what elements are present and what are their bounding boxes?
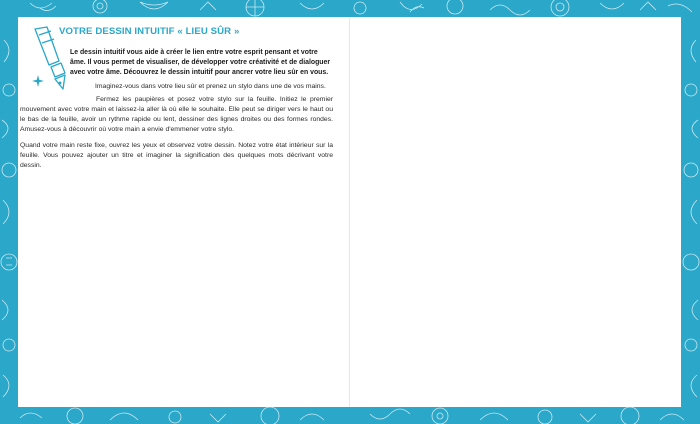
body-paragraph-3: Quand votre main reste fixe, ouvrez les yeux et observez votre dessin. Notez votre état intérieur sur la feuille. Vous pouvez ajouter un titre et imaginer la signification des quelques mots décrivant votre dessin. [20,142,333,169]
body-paragraph-1: Imaginez-vous dans votre lieu sûr et prenez un stylo dans une de vos mains. [95,83,326,90]
intro-paragraph: Le dessin intuitif vous aide à créer le lien entre votre esprit pensant et votre âme. Il vous permet de visualiser, de développer votre créativité et de dialoguer avec votre âme. Découvrez le dessin intuitif pour ancrer votre lieu sûr en vous. [70,49,331,76]
page-title: VOTRE DESSIN INTUITIF « LIEU SÛR » [59,26,240,37]
right-page-blank [350,17,681,407]
sparkle-icon [32,75,44,87]
left-page [18,17,349,407]
body-paragraph-2: Fermez les paupières et posez votre stylo sur la feuille. Initiez le premier mouvement avec votre main et laissez-la aller là où elle le souhaite. Elle peut se diriger vers le haut ou le bas de la feuille, avoir un rythme rapide ou lent, dessiner des lignes droites ou des formes rondes. Amusez-vous à découvrir où votre main a envie d'emmener votre stylo. [20,96,333,133]
book-spread [18,17,681,407]
